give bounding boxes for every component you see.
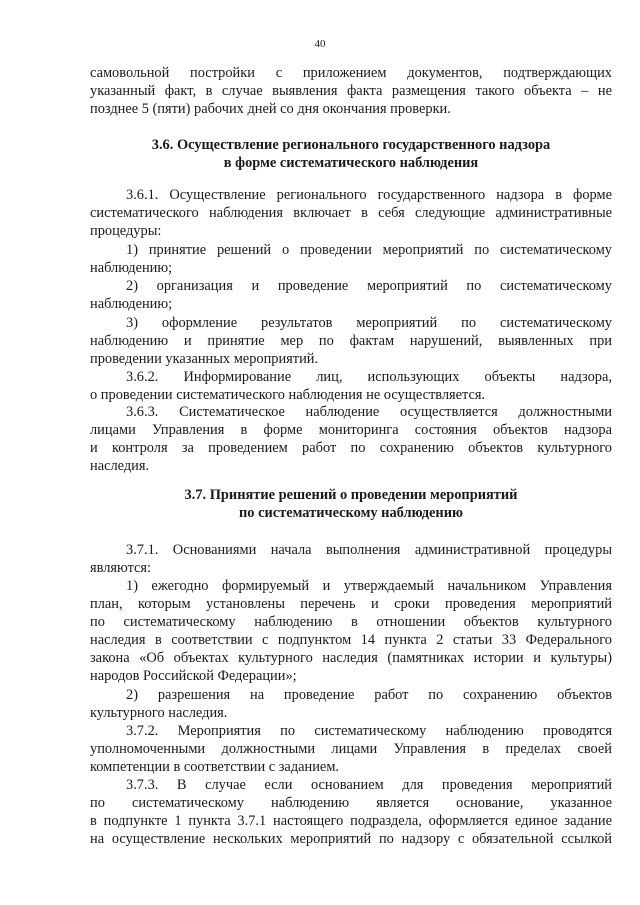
text-line: 2) разрешения на проведение работ по сохранению объектов (126, 687, 612, 703)
heading-line: 3.7. Принятие решений о проведении мероприятий (184, 487, 518, 503)
text-line: наблюдению; (90, 260, 173, 276)
text-line: на осуществление нескольких мероприятий по надзору с обязательной ссылкой (90, 831, 612, 847)
text-line: наблюдению; (90, 296, 173, 312)
text-line: народов Российской Федерации»; (90, 668, 297, 684)
text-line: компетенции в соответствии с заданием. (90, 759, 340, 775)
text-line: 1) принятие решений о проведении мероприятий по систематическому (126, 242, 612, 258)
text-line: в подпункте 1 пункта 3.7.1 настоящего подраздела, оформляется единое задание (90, 813, 612, 829)
text-line: 3.6.2. Информирование лиц, использующих объекты надзора, (126, 369, 612, 385)
text-line: 3.6.1. Осуществление регионального государственного надзора в форме (126, 187, 612, 203)
list-item-3-7-1-2 (90, 686, 612, 722)
section-heading-3-6 (90, 136, 612, 172)
text-line: 3.7.1. Основаниями начала выполнения административной процедуры (126, 542, 612, 558)
text-line: наследия в соответствии с подпунктом 14 пункта 2 статьи 33 Федерального (90, 632, 612, 648)
text-line: по систематическому наблюдению в отношении объектов культурного (90, 614, 612, 630)
page-number: 40 (314, 38, 326, 50)
text-line: 3.7.3. В случае если основанием для проведения мероприятий (126, 777, 612, 793)
heading-line: в форме систематического наблюдения (223, 155, 479, 171)
text-line: являются: (90, 560, 152, 576)
text-line: и контроля за проведением работ по сохранению объектов культурного (90, 440, 612, 456)
paragraph-3-7-3 (90, 776, 612, 848)
text-line: процедуры: (90, 223, 162, 239)
list-item-3-6-1-3 (90, 314, 612, 368)
text-line: 3.6.3. Систематическое наблюдение осуществляется должностными (126, 404, 612, 420)
text-line: о проведении систематического наблюдения не осуществляется. (90, 387, 486, 403)
text-line: систематического наблюдения включает в себя следующие административные (90, 205, 612, 221)
paragraph-3-7-1 (90, 541, 612, 577)
paragraph-3-7-2 (90, 722, 612, 776)
text-line: наследия. (90, 458, 150, 474)
text-line: лицами Управления в форме мониторинга состояния объектов надзора (90, 422, 612, 438)
paragraph-3-6-1 (90, 186, 612, 240)
paragraph-3-6-2 (90, 368, 612, 404)
text-line: 2) организация и проведение мероприятий по систематическому (126, 278, 612, 294)
intro-paragraph (90, 64, 612, 118)
text-line: по систематическому наблюдению является основание, указанное (90, 795, 612, 811)
list-item-3-6-1-1 (90, 241, 612, 277)
paragraph-3-6-3 (90, 403, 612, 475)
text-line: 3.7.2. Мероприятия по систематическому наблюдению проводятся (126, 723, 612, 739)
text-line: указанный факт, в случае выявления факта размещения такого объекта – не (90, 83, 612, 99)
text-line: проведении указанных мероприятий. (90, 351, 319, 367)
heading-line: 3.6. Осуществление регионального государственного надзора (151, 137, 551, 153)
text-line: позднее 5 (пяти) рабочих дней со дня окончания проверки. (90, 101, 451, 117)
list-item-3-6-1-2 (90, 277, 612, 313)
text-line: 3) оформление результатов мероприятий по систематическому (126, 315, 612, 331)
text-line: уполномоченными должностными лицами Управления в пределах своей (90, 741, 612, 757)
text-line: культурного наследия. (90, 705, 228, 721)
text-line: план, которым установлены перечень и сроки проведения мероприятий (90, 596, 612, 612)
list-item-3-7-1-1 (90, 577, 612, 685)
text-line: 1) ежегодно формируемый и утверждаемый начальником Управления (126, 578, 612, 594)
text-line: закона «Об объектах культурного наследия (памятниках истории и культуры) (90, 650, 612, 666)
section-heading-3-7 (90, 486, 612, 522)
heading-line: по систематическому наблюдению (239, 505, 463, 521)
text-line: самовольной постройки с приложением документов, подтверждающих (90, 65, 612, 81)
text-line: наблюдению и принятие мер по фактам нарушений, выявленных при (90, 333, 612, 349)
